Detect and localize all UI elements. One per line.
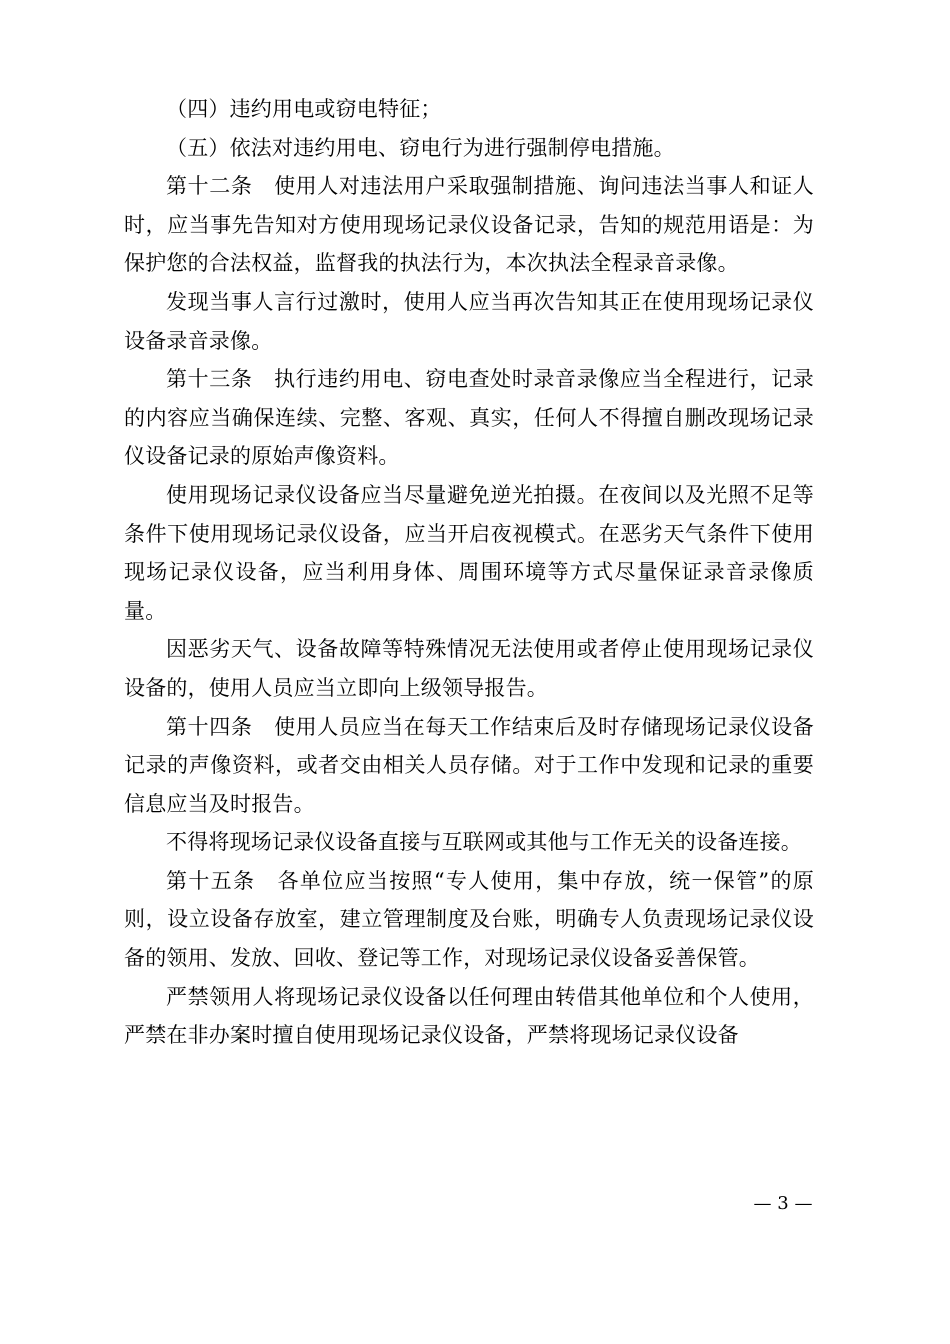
- article-13-paragraph-2: 使用现场记录仪设备应当尽量避免逆光拍摄。在夜间以及光照不足等条件下使用现场记录仪设备，应当开启夜视模式。在恶劣天气条件下使用现场记录仪设备，应当利用身体、周围环境等方式尽量保证录音录像质量。: [124, 482, 814, 623]
- article-13-paragraph: 第十三条 执行违约用电、窃电查处时录音录像应当全程进行，记录的内容应当确保连续、完整、客观、真实，任何人不得擅自删改现场记录仪设备记录的原始声像资料。: [124, 367, 814, 469]
- page-number: — 3 —: [753, 1193, 813, 1214]
- article-15-paragraph-2: 严禁领用人将现场记录仪设备以任何理由转借其他单位和个人使用，严禁在非办案时擅自使用现场记录仪设备，严禁将现场记录仪设备: [124, 984, 814, 1048]
- article-12-paragraph-2: 发现当事人言行过激时，使用人应当再次告知其正在使用现场记录仪设备录音录像。: [124, 289, 814, 353]
- article-14-paragraph: 第十四条 使用人员应当在每天工作结束后及时存储现场记录仪设备记录的声像资料，或者交由相关人员存储。对于工作中发现和记录的重要信息应当及时报告。: [124, 714, 814, 816]
- paragraph-item-5: （五）依法对违约用电、窃电行为进行强制停电措施。: [166, 135, 675, 160]
- article-14-paragraph-2: 不得将现场记录仪设备直接与互联网或其他与工作无关的设备连接。: [166, 830, 802, 855]
- document-body: [124, 90, 814, 1055]
- article-15-paragraph: 第十五条 各单位应当按照“专人使用，集中存放，统一保管”的原则，设立设备存放室，建立管理制度及台账，明确专人负责现场记录仪设备的领用、发放、回收、登记等工作，对现场记录仪设备妥善保管。: [124, 868, 814, 971]
- article-13-paragraph-3: 因恶劣天气、设备故障等特殊情况无法使用或者停止使用现场记录仪设备的，使用人员应当立即向上级领导报告。: [124, 637, 814, 700]
- article-12-paragraph: 第十二条 使用人对违法用户采取强制措施、询问违法当事人和证人时，应当事先告知对方使用现场记录仪设备记录，告知的规范用语是：为保护您的合法权益，监督我的执法行为，本次执法全程录音录像。: [124, 174, 814, 276]
- paragraph-item-4: （四）违约用电或窃电特征；: [166, 97, 442, 121]
